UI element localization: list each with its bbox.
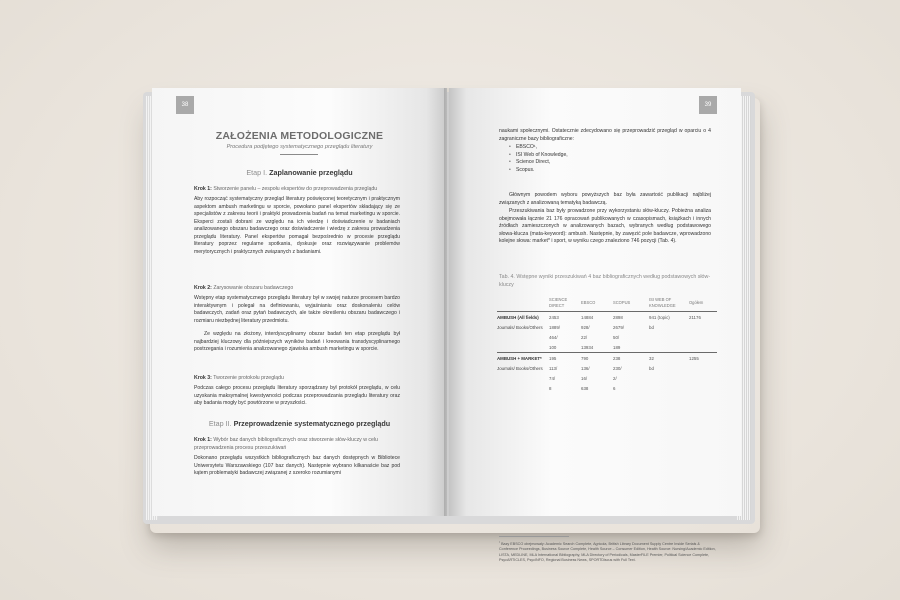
table-header-cell: SCOPUS [613,299,631,305]
table-header-cell: ISI WEB OF KNOWLEDGE [649,297,676,308]
table-cell: 1255 [689,355,699,361]
table-row [497,322,717,332]
stage-2-heading [152,419,447,428]
step-4-heading [194,437,404,452]
chapter-title: ZAŁOŻENIA METODOLOGICZNE [215,130,384,142]
table-cell [689,342,717,352]
table-cell: 21176 [689,314,701,320]
table-cell [649,383,689,393]
step-4-text: Dokonano przeglądu wszystkich bibliograficznych baz danych dostępnych w Bibliotece Uniwersytetu Warszawskiego (107 baz danych). Następnie wybrano kilkanaście baz pod kątem problematyki badawczej związanej z szeroko rozumianymi [194,455,400,476]
stage-1-prefix: Etap I. [246,168,268,177]
table-row [497,342,717,352]
step-2-text-2: Ze względu na złożony, interdyscyplinarny obszar badań ten etap przeglądu był najbardziej kluczowy dla późniejszych wyników badań i kreowania transdyscyplinarnego postrzegania i rozumienia analizowanego zjawiska ambush marketingu w sporcie. [194,331,400,352]
table-cell: 14884 [581,314,594,320]
table-cell: 74/ [549,375,556,381]
table-row [497,353,717,364]
table-cell: 2453 [549,314,559,320]
stage-2-prefix: Etap II. [208,419,232,428]
footnote-text: Bazy EBSCO obejmowały: Academic Search Complete, Agricola, British Library Document Supply Centre Inside Serials & Conference Proceedings, Business Source Complete, Health Source – Consumer Edition, Health Source: Nursing/Academic Edition, LISTA, MEDLINE, MLA International Bibliography, MLA Directory of Periodicals, MasterFILE Premier, Political Science Complete, PsycARTICLES, PsycINFO, Regional Business News, SPORTDiscus with Full Text. [499,542,716,562]
table-cell [497,342,549,352]
title-divider [280,154,318,155]
table-cell: 638 [581,385,589,391]
table-cell [689,322,717,332]
table-header-cell [497,294,549,311]
table-cell: 50/ [613,334,620,340]
right-page [449,88,741,562]
footnote [499,540,717,563]
table-cell: 189 [613,344,621,350]
step-3-heading [194,375,404,383]
step-1-label: Krok 1: [194,186,212,192]
table-cell: 13934 [581,344,594,350]
table-row [497,312,717,323]
footnote-marker: ¹ [499,540,501,544]
list-item: • EBSCO¹, [516,144,568,152]
table-header-row [497,294,717,311]
stage-2-title: Przeprowadzenie systematycznego przeglądu [233,419,391,428]
table-cell: 1889/ [549,324,560,330]
stage-1-heading [152,168,447,177]
step-4-label: Krok 1: [194,437,212,443]
footnote-divider [499,536,569,537]
table-cell: 230/ [613,365,622,371]
table-cell [497,383,549,393]
table-cell: Journals/ Books/Others [497,365,543,371]
table-cell [649,342,689,352]
table-header-cell: EBSCO [581,299,596,305]
table-cell: 238 [613,355,621,361]
step-2-label: Krok 2: [194,285,212,291]
step-3-text: Podczas całego procesu przeglądu literatury sporządzany był protokół przeglądu, w celu uzyskania maksymalnej kwestywności podczas przeprowadzania przeglądu literatury oraz aby badania mogły być powtórzone w przyszłości. [194,385,400,406]
table-cell: 16/ [581,375,588,381]
chapter-subtitle: Procedura podjętego systematycznego przeglądu literatury [226,144,373,150]
table-cell: 6 [613,385,616,391]
list-item: • ISI Web of Knowledge, [516,152,568,160]
step-1-title: Stworzenie panelu – zespołu ekspertów do przeprowadzenia przeglądu [213,186,378,192]
table-row [497,332,717,342]
page-number-left: 38 [176,96,194,114]
table-cell [689,373,717,383]
step-3-label: Krok 3: [194,375,212,381]
table-header-cell: SCIENCE DIRECT [549,297,568,308]
step-3-title: Tworzenie protokołu przeglądu [213,375,284,381]
results-table [497,294,717,393]
table-cell: 941 (topic) [649,314,670,320]
table-cell: 2679/ [613,324,624,330]
intro-paragraph: naukami społecznymi. Ostatecznie zdecydowano się przeprowadzić przegląd w oparciu o 4 zagraniczne bazy bibliograficzne: [499,128,711,142]
table-cell: AMBUSH + MARKET* [497,355,542,361]
table-cell: AMBUSH (All fields) [497,314,539,320]
table-header-cell: Ogółem [689,299,704,305]
table-cell [649,373,689,383]
table-row [497,373,717,383]
step-4-title: Wybór baz danych bibliograficznych oraz stworzenie słów-kluczy w celu przeprowadzenia procesu przeszukiwań [194,437,378,451]
step-2-title: Zarysowanie obszaru badawczego [213,285,294,291]
search-paragraph: Przeszukiwania baz były prowadzone przy wykorzystaniu słów-kluczy. Pobieżna analiza obejmowała łącznie 21 176 opracowań publikowanych w czasopismach, książkach i innych źródłach zamieszczonych w analizowanych bazach, wybranych według podstawowego słowa-klucza (mata-keyword): ambush. Następnie, by zawęzić pole badawcze, wprowadzono kolejne słowa: market* i sport, w wyniku czego znaleziono 746 pozycji (Tab. 4). [499,208,711,244]
table-cell: 22/ [581,334,588,340]
table-cell [649,332,689,342]
table-cell: bd [649,324,654,330]
step-1-text: Aby rozpocząć systematyczny przegląd literatury poświęconej teoretycznym i praktycznym aspektom ambush marketingu w sporcie, powołano panel ekspertów składający się ze specjalistów z zakresu teorii i praktyki prowadzenia badań na temat marketingu w sporcie. Eksperci zostali dobrani ze względu na ich wiedzę i doświadczenie w badaniach analizowanego obszaru badawczego oraz doświadczenie i wiedzę z zakresu prowadzenia przeglądu literatury. Panel ekspertów pomagał bezpośrednio w procesie przeglądu literatury poprzez regularne spotkania, dyskusje oraz rozwiązywanie problemów merytorycznych i praktycznych związanych z badaniami. [194,196,400,255]
table-cell: 136/ [581,365,590,371]
reason-paragraph: Głównym powodem wyboru powyższych baz była zawartość publikacji najbliżej związanych z analizowaną tematyką badawczą. [499,192,711,206]
list-item: • Science Direct, [516,159,568,167]
page-number-right: 39 [699,96,717,114]
table-cell: 113/ [549,365,558,371]
table-cell: 195 [549,355,557,361]
step-2-heading [194,285,404,293]
stage-1-title: Zaplanowanie przeglądu [269,168,353,177]
table-cell: 8 [549,385,552,391]
database-list [509,144,568,175]
list-item: • Scopus. [516,167,568,175]
table-cell: 32 [649,355,654,361]
table-row [497,363,717,373]
table-cell: 790 [581,355,589,361]
table-cell [497,373,549,383]
table-cell: 2/ [613,375,617,381]
table-cell [497,332,549,342]
table-cell [689,383,717,393]
table-row [497,383,717,393]
table-cell: 464/ [549,334,558,340]
table-cell: 2898 [613,314,623,320]
table-cell: bd [649,365,654,371]
table-caption: Tab. 4. Wstępne wyniki przeszukiwań 4 baz bibliograficznych według podstawowych słów-kluczy [499,274,711,288]
table-cell [689,332,717,342]
left-page [152,88,447,516]
table-cell [689,363,717,373]
table-cell: 100 [549,344,557,350]
step-1-heading [194,186,404,194]
table-cell: Journals/ Books/Others [497,324,543,330]
table-cell: 928/ [581,324,590,330]
step-2-text-1: Wstępny etap systematycznego przeglądu literatury był w swojej naturze procesem bardzo interaktywnym i polegał na definiowaniu, wyjaśnianiu oraz doskonaleniu celów badawczych, zadań oraz pytań badawczych, ale także określeniu obszaru badawczego i rozmiaru niezbędnej literatury przedmiotu. [194,295,400,324]
